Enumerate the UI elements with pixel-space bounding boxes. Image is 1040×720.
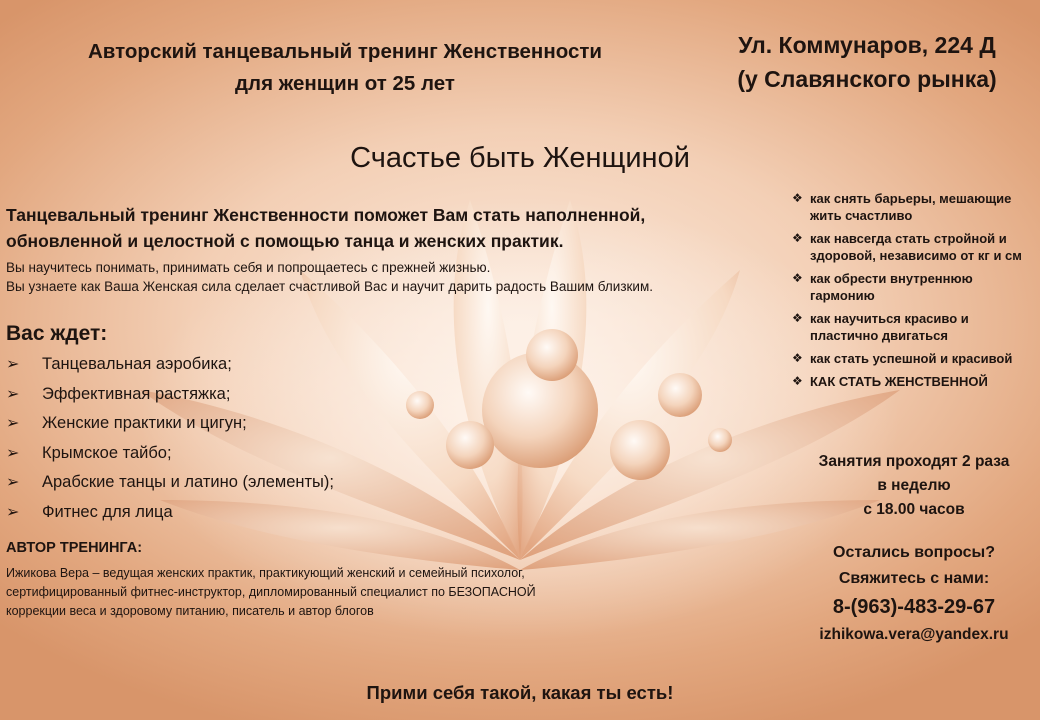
intro-text bbox=[6, 258, 786, 296]
arrow-right-icon: ➢ bbox=[6, 503, 20, 521]
address-line1: Ул. Коммунаров, 224 Д bbox=[738, 32, 996, 58]
benefit-item-label: как стать успешной и красивой bbox=[810, 351, 1013, 366]
benefit-item bbox=[790, 270, 1038, 304]
arrow-right-icon: ➢ bbox=[6, 356, 20, 373]
header-title-line2: для женщин от 25 лет bbox=[235, 72, 455, 95]
schedule-line3: с 18.00 часов bbox=[863, 501, 965, 518]
list-item-label: Арабские танцы и латино (элементы); bbox=[42, 473, 334, 491]
benefit-item bbox=[790, 230, 1038, 264]
list-item-label: Фитнес для лица bbox=[42, 502, 173, 521]
benefit-item-label: как обрести внутреннюю гармонию bbox=[810, 271, 973, 303]
list-item-label: Танцевальная аэробика; bbox=[42, 355, 232, 373]
author-title: АВТОР ТРЕНИНГА: bbox=[6, 540, 143, 556]
benefit-item-label: как навсегда стать стройной и здоровой, независимо от кг и см bbox=[810, 231, 1022, 263]
schedule bbox=[790, 450, 1038, 522]
contact-us: Свяжитесь с нами: bbox=[838, 570, 990, 587]
list-item bbox=[6, 350, 426, 380]
address-line2: (у Славянского рынка) bbox=[737, 66, 997, 92]
list-item bbox=[6, 468, 426, 498]
benefit-item bbox=[790, 190, 1038, 224]
list-item-label: Крымское тайбо; bbox=[42, 443, 172, 462]
waiting-list bbox=[6, 350, 426, 527]
benefit-item-label: как научиться красиво и пластично двигаться bbox=[810, 311, 969, 343]
arrow-right-icon: ➢ bbox=[6, 385, 20, 403]
list-item bbox=[6, 409, 426, 439]
benefits-list bbox=[790, 190, 1038, 396]
benefit-item bbox=[790, 373, 1038, 390]
address bbox=[712, 28, 1022, 96]
author-text bbox=[6, 564, 646, 621]
contact-question: Остались вопросы? bbox=[833, 544, 995, 561]
diamond-bullet-icon: ❖ bbox=[792, 231, 803, 245]
contacts bbox=[790, 540, 1038, 648]
schedule-line1: Занятия проходят 2 раза bbox=[818, 453, 1010, 470]
benefit-item bbox=[790, 350, 1038, 367]
diamond-bullet-icon: ❖ bbox=[792, 374, 803, 388]
main-title: Счастье быть Женщиной bbox=[350, 142, 690, 174]
phone-number[interactable]: 8-(963)-483-29-67 bbox=[832, 596, 996, 618]
arrow-right-icon: ➢ bbox=[6, 415, 20, 432]
intro-text-line1: Вы научитесь понимать, принимать себя и попрощаетесь с прежней жизнью. bbox=[6, 260, 491, 275]
intro-heading-line2: обновленной и целостной с помощью танца и женских практик. bbox=[6, 231, 564, 251]
waiting-title: Вас ждет: bbox=[6, 322, 108, 345]
author-text-line1: Ижикова Вера – ведущая женских практик, практикующий женский и семейный психолог, bbox=[6, 566, 525, 580]
header-title-line1: Авторский танцевальный тренинг Женственности bbox=[88, 40, 602, 63]
diamond-bullet-icon: ❖ bbox=[792, 191, 803, 205]
intro-text-line2: Вы узнаете как Ваша Женская сила сделает счастливой Вас и научит дарить радость Вашим близким. bbox=[6, 279, 653, 294]
schedule-line2: в неделю bbox=[877, 477, 951, 494]
list-item bbox=[6, 498, 426, 528]
list-item-label: Женские практики и цигун; bbox=[42, 414, 247, 432]
intro-heading bbox=[6, 202, 766, 254]
footer-slogan: Прими себя такой, какая ты есть! bbox=[366, 682, 674, 703]
list-item bbox=[6, 380, 426, 410]
author-text-line3: коррекции веса и здоровому питанию, писатель и автор блогов bbox=[6, 604, 374, 618]
author-text-line2: сертифицированный фитнес-инструктор, дипломированный специалист по БЕЗОПАСНОЙ bbox=[6, 585, 536, 599]
benefit-item bbox=[790, 310, 1038, 344]
email-address[interactable]: izhikowa.vera@yandex.ru bbox=[819, 626, 1009, 643]
list-item bbox=[6, 439, 426, 469]
intro-heading-line1: Танцевальный тренинг Женственности поможет Вам стать наполненной, bbox=[6, 205, 646, 225]
arrow-right-icon: ➢ bbox=[6, 474, 20, 491]
diamond-bullet-icon: ❖ bbox=[792, 311, 803, 325]
diamond-bullet-icon: ❖ bbox=[792, 271, 803, 285]
diamond-bullet-icon: ❖ bbox=[792, 351, 803, 365]
header-title bbox=[40, 36, 650, 100]
benefit-item-label: КАК СТАТЬ ЖЕНСТВЕННОЙ bbox=[810, 374, 988, 389]
arrow-right-icon: ➢ bbox=[6, 444, 20, 462]
list-item-label: Эффективная растяжка; bbox=[42, 384, 231, 403]
benefit-item-label: как снять барьеры, мешающие жить счастливо bbox=[810, 191, 1012, 223]
